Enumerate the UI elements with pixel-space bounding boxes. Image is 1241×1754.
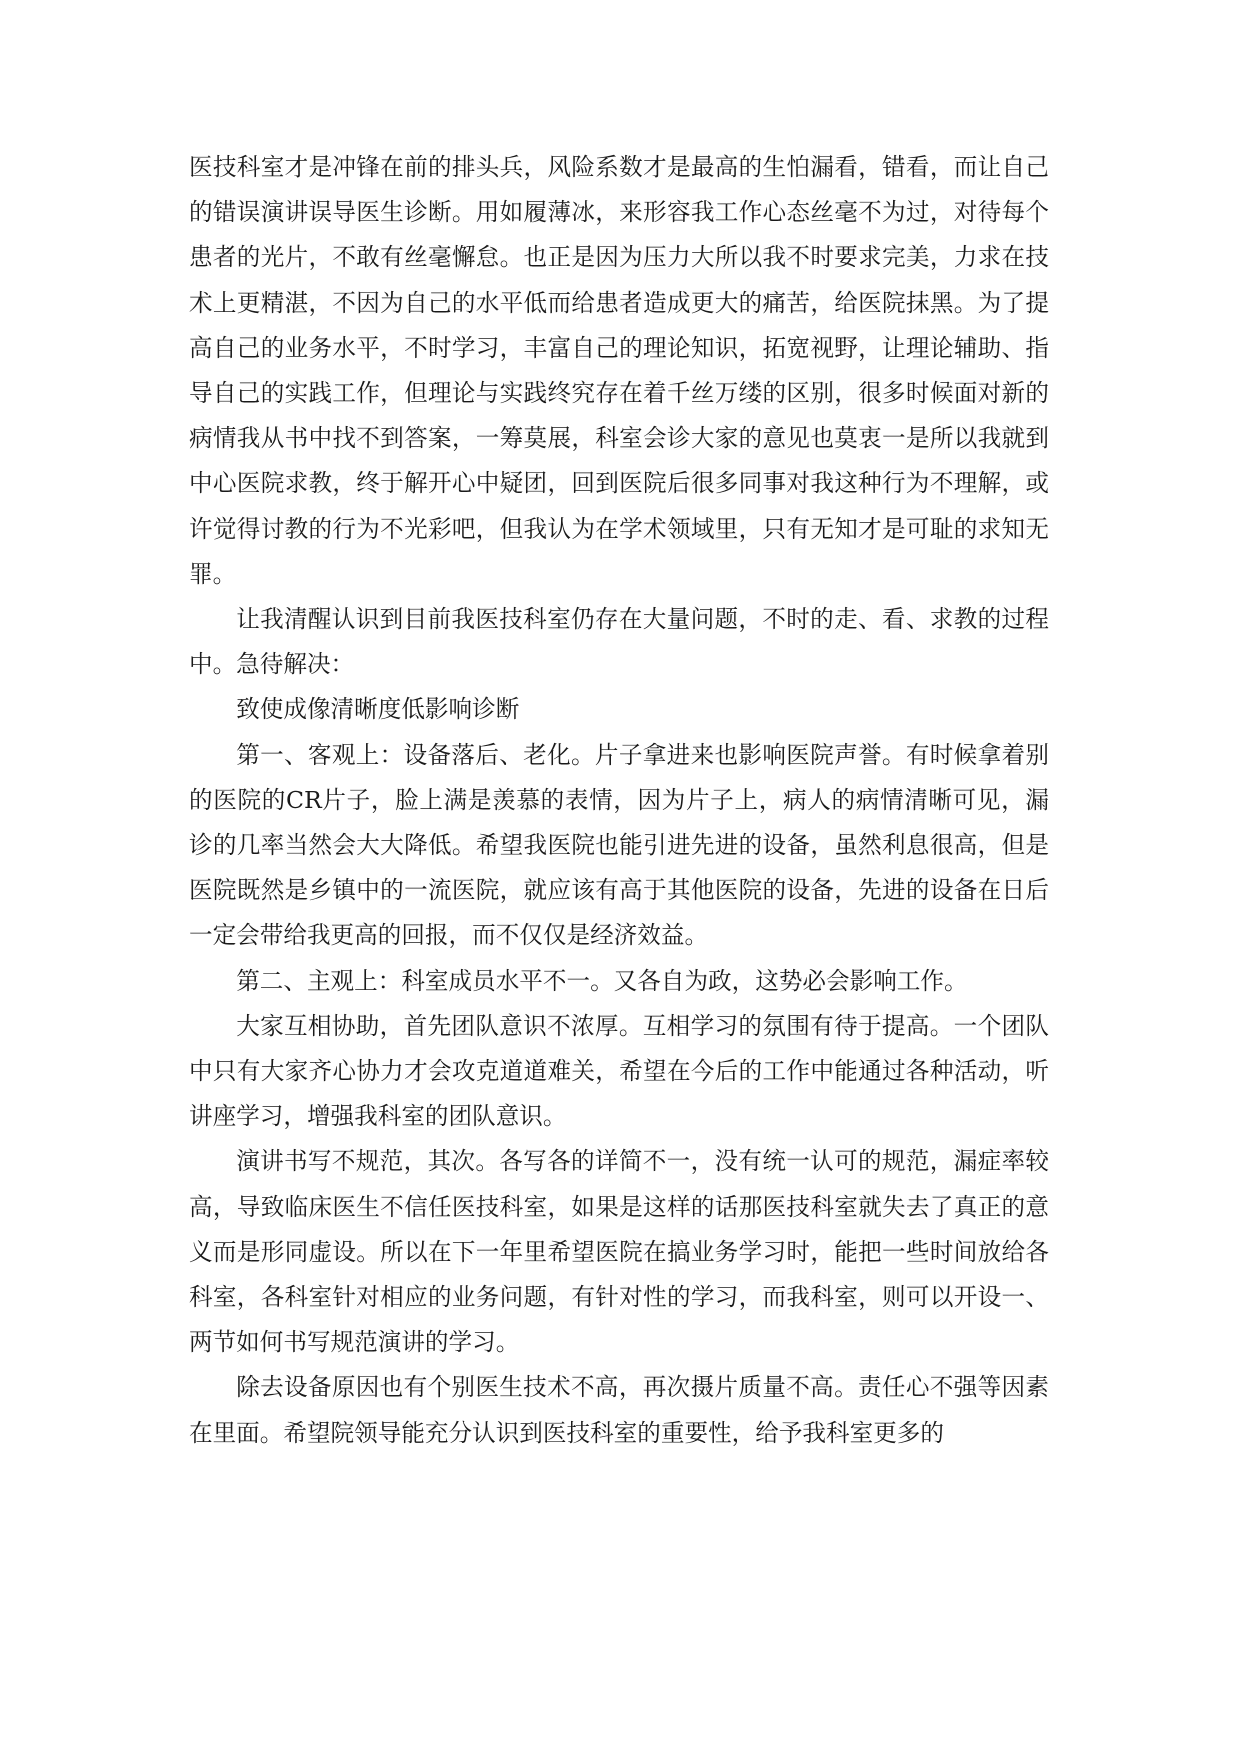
paragraph-3: 致使成像清晰度低影响诊断: [236, 695, 520, 724]
paragraph-8: 除去设备原因也有个别医生技术不高，再次摄片质量不高。责任心不强等因素在里面。希望院领导能充分认识到医技科室的重要性，给予我科室更多的: [189, 1373, 1049, 1447]
paragraph-2: 让我清醒认识到目前我医技科室仍存在大量问题，不时的走、看、求教的过程中。急待解决：: [189, 605, 1049, 679]
document-body: [189, 145, 1049, 1456]
paragraph-4: 第一、客观上：设备落后、老化。片子拿进来也影响医院声誉。有时候拿着别的医院的CR片子，脸上满是羡慕的表情，因为片子上，病人的病情清晰可见，漏诊的几率当然会大大降低。希望我医院也能引进先进的设备，虽然利息很高，但是医院既然是乡镇中的一流医院，就应该有高于其他医院的设备，先进的设备在日后一定会带给我更高的回报，而不仅仅是经济效益。: [189, 740, 1049, 950]
paragraph-6: 大家互相协助，首先团队意识不浓厚。互相学习的氛围有待于提高。一个团队中只有大家齐心协力才会攻克道道难关，希望在今后的工作中能通过各种活动，听讲座学习，增强我科室的团队意识。: [189, 1011, 1049, 1131]
paragraph-7: 演讲书写不规范，其次。各写各的详简不一，没有统一认可的规范，漏症率较高，导致临床医生不信任医技科室，如果是这样的话那医技科室就失去了真正的意义而是形同虚设。所以在下一年里希望医院在搞业务学习时，能把一些时间放给各科室，各科室针对相应的业务问题，有针对性的学习，而我科室，则可以开设一、两节如何书写规范演讲的学习。: [189, 1147, 1049, 1357]
paragraph-1: 医技科室才是冲锋在前的排头兵，风险系数才是最高的生怕漏看，错看，而让自己的错误演讲误导医生诊断。用如履薄冰，来形容我工作心态丝毫不为过，对待每个患者的光片，不敢有丝毫懈怠。也正是因为压力大所以我不时要求完美，力求在技术上更精湛，不因为自己的水平低而给患者造成更大的痛苦，给医院抹黑。为了提高自己的业务水平，不时学习，丰富自己的理论知识，拓宽视野，让理论辅助、指导自己的实践工作，但理论与实践终究存在着千丝万缕的区别，很多时候面对新的病情我从书中找不到答案，一筹莫展，科室会诊大家的意见也莫衷一是所以我就到中心医院求教，终于解开心中疑团，回到医院后很多同事对我这种行为不理解，或许觉得讨教的行为不光彩吧，但我认为在学术领域里，只有无知才是可耻的求知无罪。: [189, 153, 1049, 588]
paragraph-5: 第二、主观上：科室成员水平不一。又各自为政，这势必会影响工作。: [236, 966, 968, 995]
